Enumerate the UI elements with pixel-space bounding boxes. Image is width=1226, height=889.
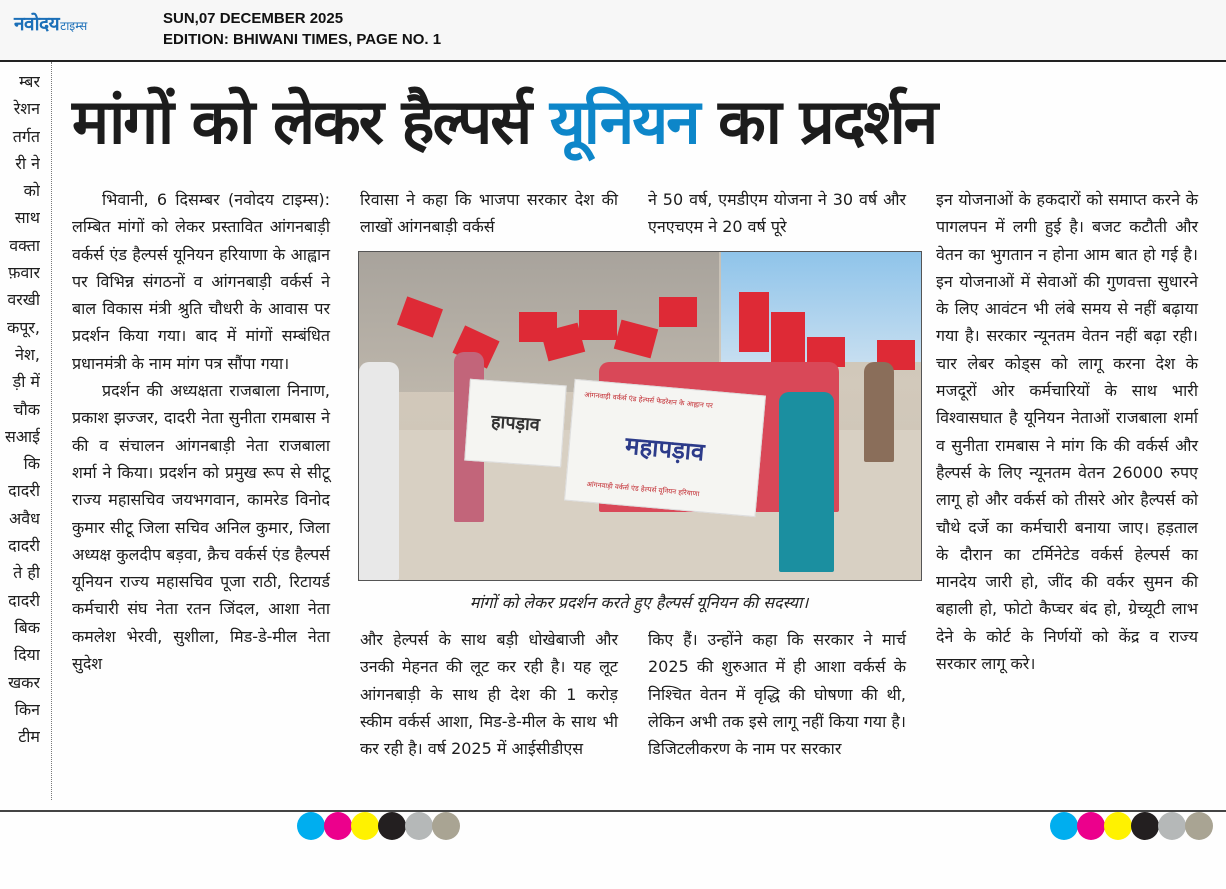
news-photo xyxy=(358,251,922,581)
registration-dot-icon xyxy=(1077,812,1105,840)
logo-sub-text: टाइम्स xyxy=(60,19,88,33)
registration-dot-icon xyxy=(405,812,433,840)
adjacent-article-fragment-right xyxy=(1212,96,1226,796)
article-column-4 xyxy=(936,186,1198,677)
red-flag-icon xyxy=(579,310,617,340)
headline-part1: मांगों को लेकर हैल्पर्स xyxy=(72,85,550,158)
edition-line: EDITION: BHIWANI TIMES, PAGE NO. 1 xyxy=(163,31,442,48)
article-column-2-bottom xyxy=(360,626,618,762)
article-column-1 xyxy=(72,186,330,677)
red-flag-icon xyxy=(739,292,769,352)
protest-banner-main: आंगनवाड़ी वर्कर्स एंड हेल्पर्स फेडरेशन के आह्वान पर महापड़ाव आंगनवाड़ी वर्कर्स एंड हेल्पर्स यूनियन हरियाणा xyxy=(564,379,766,517)
edition-meta xyxy=(163,8,441,50)
registration-dot-icon xyxy=(1104,812,1132,840)
page-bottom-rule xyxy=(0,810,1226,812)
article-column-3-top xyxy=(648,186,906,241)
page-header xyxy=(0,0,1226,62)
logo-main-text: नवोदय xyxy=(14,13,60,35)
registration-dot-icon xyxy=(1185,812,1213,840)
registration-dot-icon xyxy=(297,812,325,840)
article-paragraph: इन योजनाओं के हकदारों को समाप्त करने के पागलपन में लगी हुई है। बजट कटौती और वेतन का भुगतान न होना आम बात हो गई है। इन योजनाओं में सेवाओं की गुणवत्ता सुधारने के लिए आवंटन भी लंबे समय से नहीं बढ़ाया गया है। सरकार न्यूनतम वेतन नहीं बढ़ा रही। चार लेबर कोड्स को लागू करना देश के मजदूरों ओर कर्मचारियों के साथ भारी विश्वासघात है यूनियन नेताओं राजबाला शर्मा व सुनीता रामबास ने मांग कि की वर्कर्स और हैल्पर्स के लिए न्यूनतम वेतन 26000 रुपए लागू हो और वर्कर्स को तीसरे ओर हैल्पर्स को चौथे दर्जे का कर्मचारी बनाया जाए। हड़ताल के दौरान का टर्मिनेटेड वर्कर्स हेल्पर्स का मानदेय जारी हो, जींद की वर्कर सुमन की बहाली हो, फोटो कैप्चर बंद हो, ग्रेच्यूटी लाभ देने के कोर्ट के निर्णयों को केंद्र व राज्य सरकार लागू करे। xyxy=(936,190,1198,674)
fragment-line: कि xyxy=(23,454,40,474)
person xyxy=(864,362,894,462)
headline xyxy=(72,82,936,162)
column-divider xyxy=(51,62,52,800)
registration-dot-icon xyxy=(1158,812,1186,840)
date-line: SUN,07 DECEMBER 2025 xyxy=(163,10,344,27)
registration-dot-icon xyxy=(432,812,460,840)
person xyxy=(359,362,399,580)
fragment-line: वरखी xyxy=(7,290,40,310)
fragment-line: किन xyxy=(14,699,40,719)
registration-marks-right xyxy=(1050,812,1212,840)
article-paragraph: भिवानी, 6 दिसम्बर (नवोदय टाइम्स): लम्बित मांगों को लेकर प्रस्तावित आंगनबाड़ी वर्कर्स एंड हैल्पर्स यूनियन हरियाणा के आह्वान पर विभिन्न संगठनों व आंगनबाड़ी वर्कर्स ने बाल विकास मंत्री श्रुति चौधरी के आवास पर प्रदर्शन किया गया। बाद में मांगों सम्बंधित प्रधानमंत्री के नाम मांग पत्र सौंपा गया। xyxy=(72,190,330,373)
article-paragraph: प्रदर्शन की अध्यक्षता राजबाला निनाण, प्रकाश झज्जर, दादरी नेता सुनीता रामबास ने की व संचालन आंगनबाड़ी नेता राजबाला शर्मा ने किया। प्रदर्शन को प्रमुख रूप से सीटू राज्य महासचिव जयभगवान, कामरेड विनोद कुमार सीटू जिला सचिव अनिल कुमार, जिला अध्यक्ष कुलदीप बड़वा, क्रैच वर्कर्स एंड हैल्पर्स यूनियन राज्य महासचिव पूजा राठी, रिटायर्ड कर्मचारी संघ नेता रतन जिंदल, आशा नेता कमलेश भेरवी, सुशीला, मिड-डे-मील नेता सुदेश xyxy=(72,381,330,674)
registration-dot-icon xyxy=(351,812,379,840)
fragment-line: कपूर, xyxy=(6,317,40,337)
fragment-line: दादरी xyxy=(8,536,40,556)
fragment-line: वक्ता xyxy=(9,235,40,255)
registration-dot-icon xyxy=(1050,812,1078,840)
fragment-line: बिक xyxy=(14,617,40,637)
registration-dot-icon xyxy=(1131,812,1159,840)
headline-part2: का प्रदर्शन xyxy=(698,85,937,158)
fragment-line: खकर xyxy=(8,672,40,692)
article-paragraph: रिवासा ने कहा कि भाजपा सरकार देश की लाखों आंगनबाड़ी वर्कर्स xyxy=(360,190,618,237)
adjacent-article-fragment-left xyxy=(0,68,40,808)
article-column-3-bottom xyxy=(648,626,906,762)
red-flag-icon xyxy=(771,312,805,362)
photo-caption: मांगों को लेकर प्रदर्शन करते हुए हैल्पर्स यूनियन की सदस्या। xyxy=(469,593,809,612)
fragment-line: रेशन xyxy=(13,99,40,119)
fragment-line: अवैध xyxy=(9,508,40,528)
fragment-line: सआई xyxy=(4,426,40,446)
fragment-line: साथ xyxy=(14,208,40,228)
fragment-line: दिया xyxy=(13,645,40,665)
article-column-2-top xyxy=(360,186,618,241)
fragment-line: चौक xyxy=(13,399,40,419)
fragment-line: ते ही xyxy=(13,563,40,583)
fragment-line: दादरी xyxy=(8,481,40,501)
fragment-line: फ़वार xyxy=(8,263,40,283)
registration-dot-icon xyxy=(378,812,406,840)
fragment-line: नेश, xyxy=(15,344,40,364)
fragment-line: री ने xyxy=(15,153,40,173)
registration-marks-left xyxy=(297,812,459,840)
fragment-line: दादरी xyxy=(8,590,40,610)
red-flag-icon xyxy=(659,297,697,327)
fragment-line: को xyxy=(23,181,40,201)
fragment-line: तर्गत xyxy=(12,126,40,146)
headline-highlight: यूनियन xyxy=(549,85,699,158)
article-paragraph: और हेल्पर्स के साथ बड़ी धोखेबाजी और उनकी मेहनत की लूट कर रही है। यह लूट आंगनबाड़ी के साथ ही देश की 1 करोड़ स्कीम वर्कर्स आशा, मिड-डे-मील के साथ भी कर रही है। वर्ष 2025 में आईसीडीएस xyxy=(360,630,618,759)
fragment-line: टीम xyxy=(18,727,40,747)
protest-banner-left: हापड़ाव xyxy=(464,379,566,468)
newspaper-logo xyxy=(14,10,87,36)
article-paragraph: किए हैं। उन्होंने कहा कि सरकार ने मार्च 2025 की शुरुआत में ही आशा वर्कर्स के निश्चित वेतन में वृद्धि की घोषणा की थी, लेकिन अभी तक इसे लागू नहीं किया गया है। डिजिटलीकरण के नाम पर सरकार xyxy=(648,630,906,759)
registration-dot-icon xyxy=(324,812,352,840)
fragment-line: म्बर xyxy=(19,72,40,91)
fragment-line: ड़ी में xyxy=(12,372,40,392)
person xyxy=(779,392,834,572)
article-paragraph: ने 50 वर्ष, एमडीएम योजना ने 30 वर्ष और एनएचएम ने 20 वर्ष पूरे xyxy=(648,190,906,237)
